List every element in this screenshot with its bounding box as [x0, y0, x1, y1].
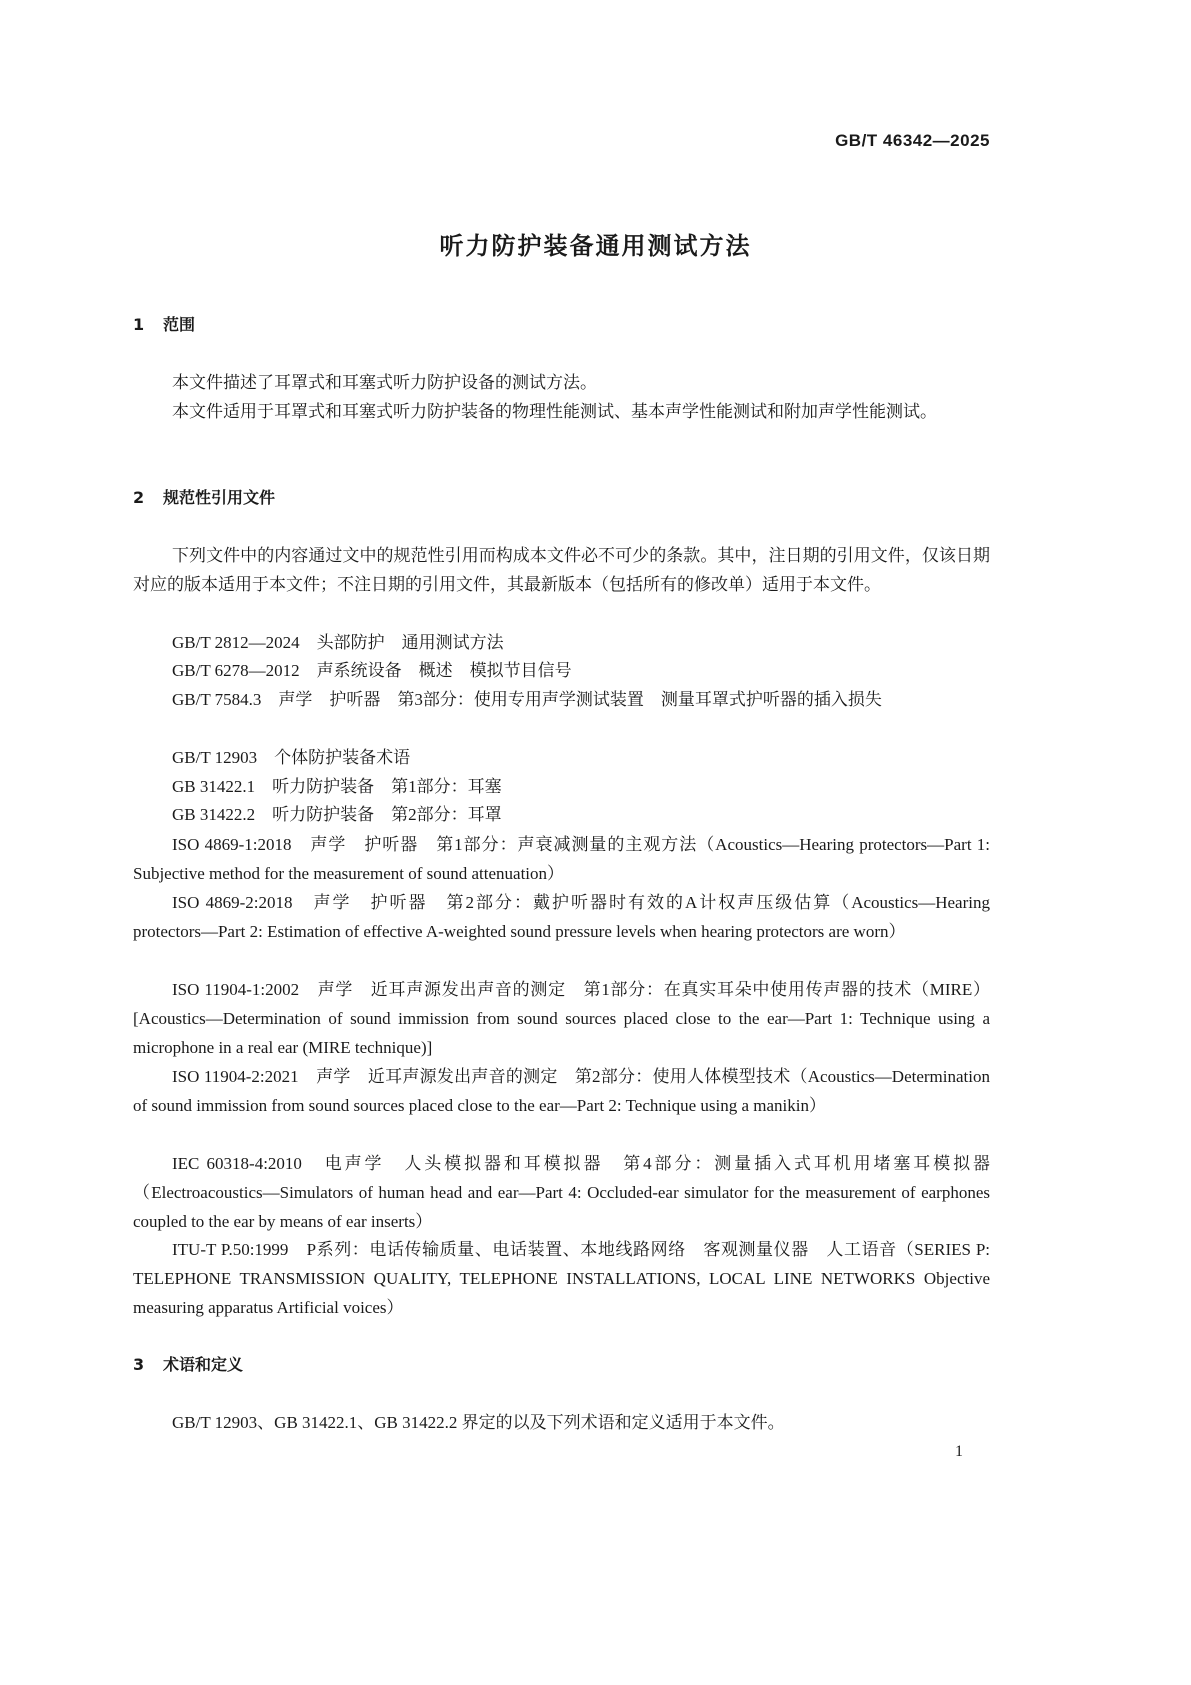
- reference-item: ISO 11904-1:2002 声学 近耳声源发出声音的测定 第1部分：在真实耳朵中使用传声器的技术（MIRE）[Acoustics—Determination of sound immission from sound sources placed close to the ear—Part 1: Technique using a microphone in a real ear (MIRE technique)]: [133, 980, 990, 1057]
- reference-item: ISO 11904-2:2021 声学 近耳声源发出声音的测定 第2部分：使用人体模型技术（Acoustics—Determination of sound immission from sound sources placed close to the ear—Part 2: Technique using a manikin）: [133, 1067, 990, 1115]
- reference-item: GB/T 6278—2012 声系统设备 概述 模拟节目信号: [172, 661, 572, 680]
- reference-item: GB/T 7584.3 声学 护听器 第3部分：使用专用声学测试装置 测量耳罩式护听器的插入损失: [172, 690, 882, 709]
- reference-item: GB 31422.1 听力防护装备 第1部分：耳塞: [172, 777, 502, 796]
- paragraph: GB/T 12903、GB 31422.1、GB 31422.2 界定的以及下列术语和定义适用于本文件。: [172, 1413, 785, 1432]
- reference-item: GB/T 12903 个体防护装备术语: [172, 748, 411, 767]
- section-title: 术语和定义: [163, 1355, 244, 1374]
- document-number: GB/T 46342—2025: [835, 131, 990, 150]
- section-number: 3: [133, 1355, 145, 1374]
- section-title: 范围: [163, 315, 196, 334]
- reference-item: IEC 60318-4:2010 电声学 人头模拟器和耳模拟器 第4部分：测量插入式耳机用堵塞耳模拟器（Electroacoustics—Simulators of human head and ear—Part 4: Occluded-ear simulator for the measurement of earphones coupled to the ear by means of ear inserts）: [133, 1154, 990, 1231]
- section-heading-scope: [133, 310, 195, 339]
- reference-item: ISO 4869-2:2018 声学 护听器 第2部分：戴护听器时有效的A计权声压级估算（Acoustics—Hearing protectors—Part 2: Estimation of effective A-weighted sound pressure levels when hearing protectors are worn）: [133, 893, 990, 941]
- paragraph: 下列文件中的内容通过文中的规范性引用而构成本文件必不可少的条款。其中，注日期的引用文件，仅该日期对应的版本适用于本文件；不注日期的引用文件，其最新版本（包括所有的修改单）适用于本文件。: [133, 546, 990, 594]
- page-title: 听力防护装备通用测试方法: [439, 232, 752, 260]
- section-title: 规范性引用文件: [163, 488, 276, 507]
- paragraph: 本文件适用于耳罩式和耳塞式听力防护装备的物理性能测试、基本声学性能测试和附加声学性能测试。: [172, 402, 937, 421]
- section-number: 1: [133, 315, 145, 334]
- section-heading-normative-references: [133, 483, 275, 512]
- section-heading-terms-definitions: [133, 1350, 243, 1379]
- reference-item: GB 31422.2 听力防护装备 第2部分：耳罩: [172, 805, 502, 824]
- section-number: 2: [133, 488, 145, 507]
- reference-item: ITU-T P.50:1999 P系列：电话传输质量、电话装置、本地线路网络 客观测量仪器 人工语音（SERIES P: TELEPHONE TRANSMISSION QUALITY, TELEPHONE INSTALLATIONS, LOCAL LINE NETWORKS Objective measuring apparatus Artificial voices）: [133, 1240, 990, 1317]
- paragraph: 本文件描述了耳罩式和耳塞式听力防护设备的测试方法。: [172, 373, 597, 392]
- reference-item: ISO 4869-1:2018 声学 护听器 第1部分：声衰减测量的主观方法（Acoustics—Hearing protectors—Part 1: Subjective method for the measurement of sound attenuation）: [133, 835, 990, 883]
- reference-item: GB/T 2812—2024 头部防护 通用测试方法: [172, 633, 504, 652]
- page-number: 1: [955, 1443, 963, 1460]
